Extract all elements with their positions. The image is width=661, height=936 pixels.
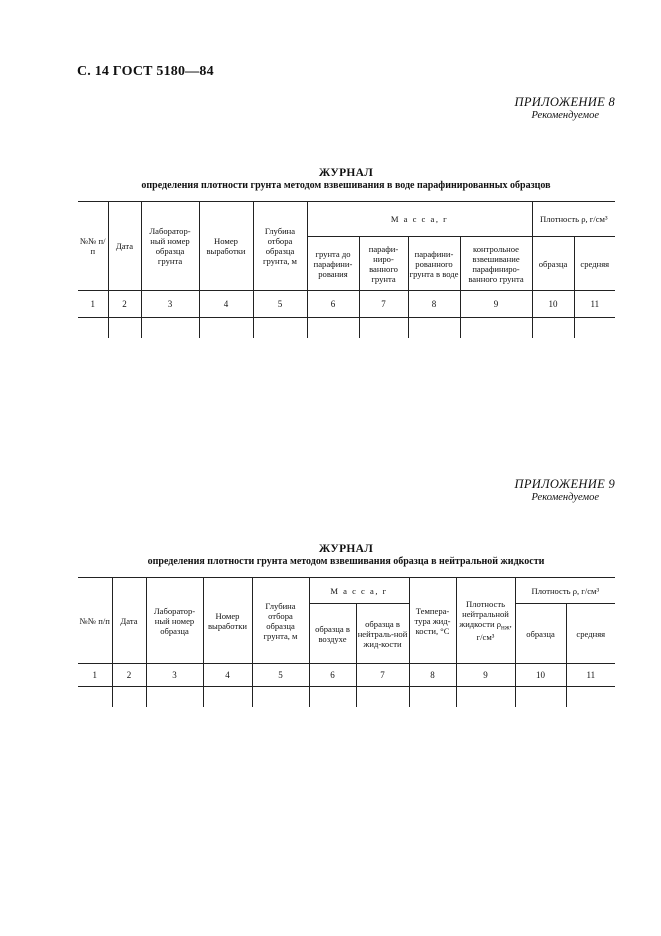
num-cell: 3 xyxy=(146,664,203,687)
empty-cell xyxy=(460,318,532,338)
journal-1-table xyxy=(78,201,615,338)
col-lab-number: Лаборатор-ный номер образца xyxy=(146,578,203,664)
col-mass-water: парафини-рованного грунта в воде xyxy=(408,237,460,291)
num-cell: 11 xyxy=(566,664,615,687)
col-liquid-density xyxy=(456,578,515,664)
empty-cell xyxy=(456,687,515,707)
col-density: Плотность ρ, г/см³ xyxy=(515,578,615,604)
num-cell: 2 xyxy=(112,664,146,687)
empty-cell xyxy=(108,318,141,338)
appendix-8 xyxy=(515,95,615,121)
num-cell: 8 xyxy=(408,291,460,318)
col-mass: М а с с а, г xyxy=(309,578,409,604)
num-cell: 5 xyxy=(253,291,307,318)
col-density-sample: образца xyxy=(532,237,574,291)
journal-2-subtitle: определения плотности грунта методом взвешивания образца в нейтральной жидкости xyxy=(147,556,545,567)
appendix-8-subtitle: Рекомендуемое xyxy=(531,110,599,121)
col-density-sample: образца xyxy=(515,604,566,664)
col-depth: Глубина отбора образца грунта, м xyxy=(252,578,309,664)
num-cell: 7 xyxy=(356,664,409,687)
empty-cell xyxy=(253,318,307,338)
col-work-number: Номер выработки xyxy=(203,578,252,664)
col-date: Дата xyxy=(112,578,146,664)
journal-2-heading xyxy=(78,543,614,567)
num-cell: 5 xyxy=(252,664,309,687)
liquid-density-subscript: нж xyxy=(501,623,510,632)
num-cell: 9 xyxy=(460,291,532,318)
num-cell: 7 xyxy=(359,291,408,318)
col-mass-air: образца в воздухе xyxy=(309,604,356,664)
empty-cell xyxy=(141,318,199,338)
page-header: С. 14 ГОСТ 5180—84 xyxy=(77,64,214,79)
col-temperature: Темпера-тура жид-кости, °С xyxy=(409,578,456,664)
appendix-8-title: ПРИЛОЖЕНИЕ 8 xyxy=(514,95,615,109)
col-mass-before: грунта до парафини-рования xyxy=(307,237,359,291)
num-cell: 10 xyxy=(532,291,574,318)
empty-cell xyxy=(359,318,408,338)
empty-cell xyxy=(566,687,615,707)
empty-cell xyxy=(532,318,574,338)
journal-1-title: ЖУРНАЛ xyxy=(318,167,374,179)
num-cell: 11 xyxy=(574,291,615,318)
liquid-density-label: Плотность нейтральной жидкости ρ xyxy=(459,598,509,629)
empty-cell xyxy=(356,687,409,707)
col-density: Плотность ρ, г/см³ xyxy=(532,202,615,237)
appendix-9-subtitle: Рекомендуемое xyxy=(531,492,599,503)
col-mass: М а с с а, г xyxy=(307,202,532,237)
col-mass-paraffin: парафи-ниро-ванного грунта xyxy=(359,237,408,291)
liquid-density-unit: , г/см³ xyxy=(476,618,512,643)
empty-cell xyxy=(146,687,203,707)
num-cell: 4 xyxy=(203,664,252,687)
col-lab-number: Лаборатор-ный номер образца грунта xyxy=(141,202,199,291)
appendix-9-title: ПРИЛОЖЕНИЕ 9 xyxy=(514,477,615,491)
journal-2-table xyxy=(78,577,615,707)
empty-cell xyxy=(78,687,112,707)
empty-cell xyxy=(409,687,456,707)
journal-2-title: ЖУРНАЛ xyxy=(318,543,374,555)
num-cell: 4 xyxy=(199,291,253,318)
num-cell: 1 xyxy=(78,664,112,687)
num-cell: 3 xyxy=(141,291,199,318)
empty-cell xyxy=(307,318,359,338)
col-date: Дата xyxy=(108,202,141,291)
num-cell: 10 xyxy=(515,664,566,687)
num-cell: 6 xyxy=(309,664,356,687)
empty-cell xyxy=(199,318,253,338)
col-mass-liquid: образца в нейтраль-ной жид-кости xyxy=(356,604,409,664)
num-cell: 1 xyxy=(78,291,108,318)
appendix-9 xyxy=(515,477,615,503)
empty-cell xyxy=(515,687,566,707)
col-work-number: Номер выработки xyxy=(199,202,253,291)
col-density-avg: средняя xyxy=(574,237,615,291)
empty-cell xyxy=(203,687,252,707)
empty-cell xyxy=(574,318,615,338)
col-num: №№ п/п xyxy=(78,578,112,664)
num-cell: 2 xyxy=(108,291,141,318)
empty-cell xyxy=(309,687,356,707)
num-cell: 6 xyxy=(307,291,359,318)
col-num: №№ п/п xyxy=(78,202,108,291)
num-cell: 8 xyxy=(409,664,456,687)
col-depth: Глубина отбора образца грунта, м xyxy=(253,202,307,291)
journal-1-subtitle: определения плотности грунта методом взвешивания в воде парафинированных образцов xyxy=(141,180,551,191)
empty-cell xyxy=(78,318,108,338)
col-mass-control: контрольное взвешивание парафиниро-ванного грунта xyxy=(460,237,532,291)
empty-cell xyxy=(408,318,460,338)
col-density-avg: средняя xyxy=(566,604,615,664)
empty-cell xyxy=(252,687,309,707)
empty-cell xyxy=(112,687,146,707)
journal-1-heading xyxy=(78,167,614,191)
num-cell: 9 xyxy=(456,664,515,687)
